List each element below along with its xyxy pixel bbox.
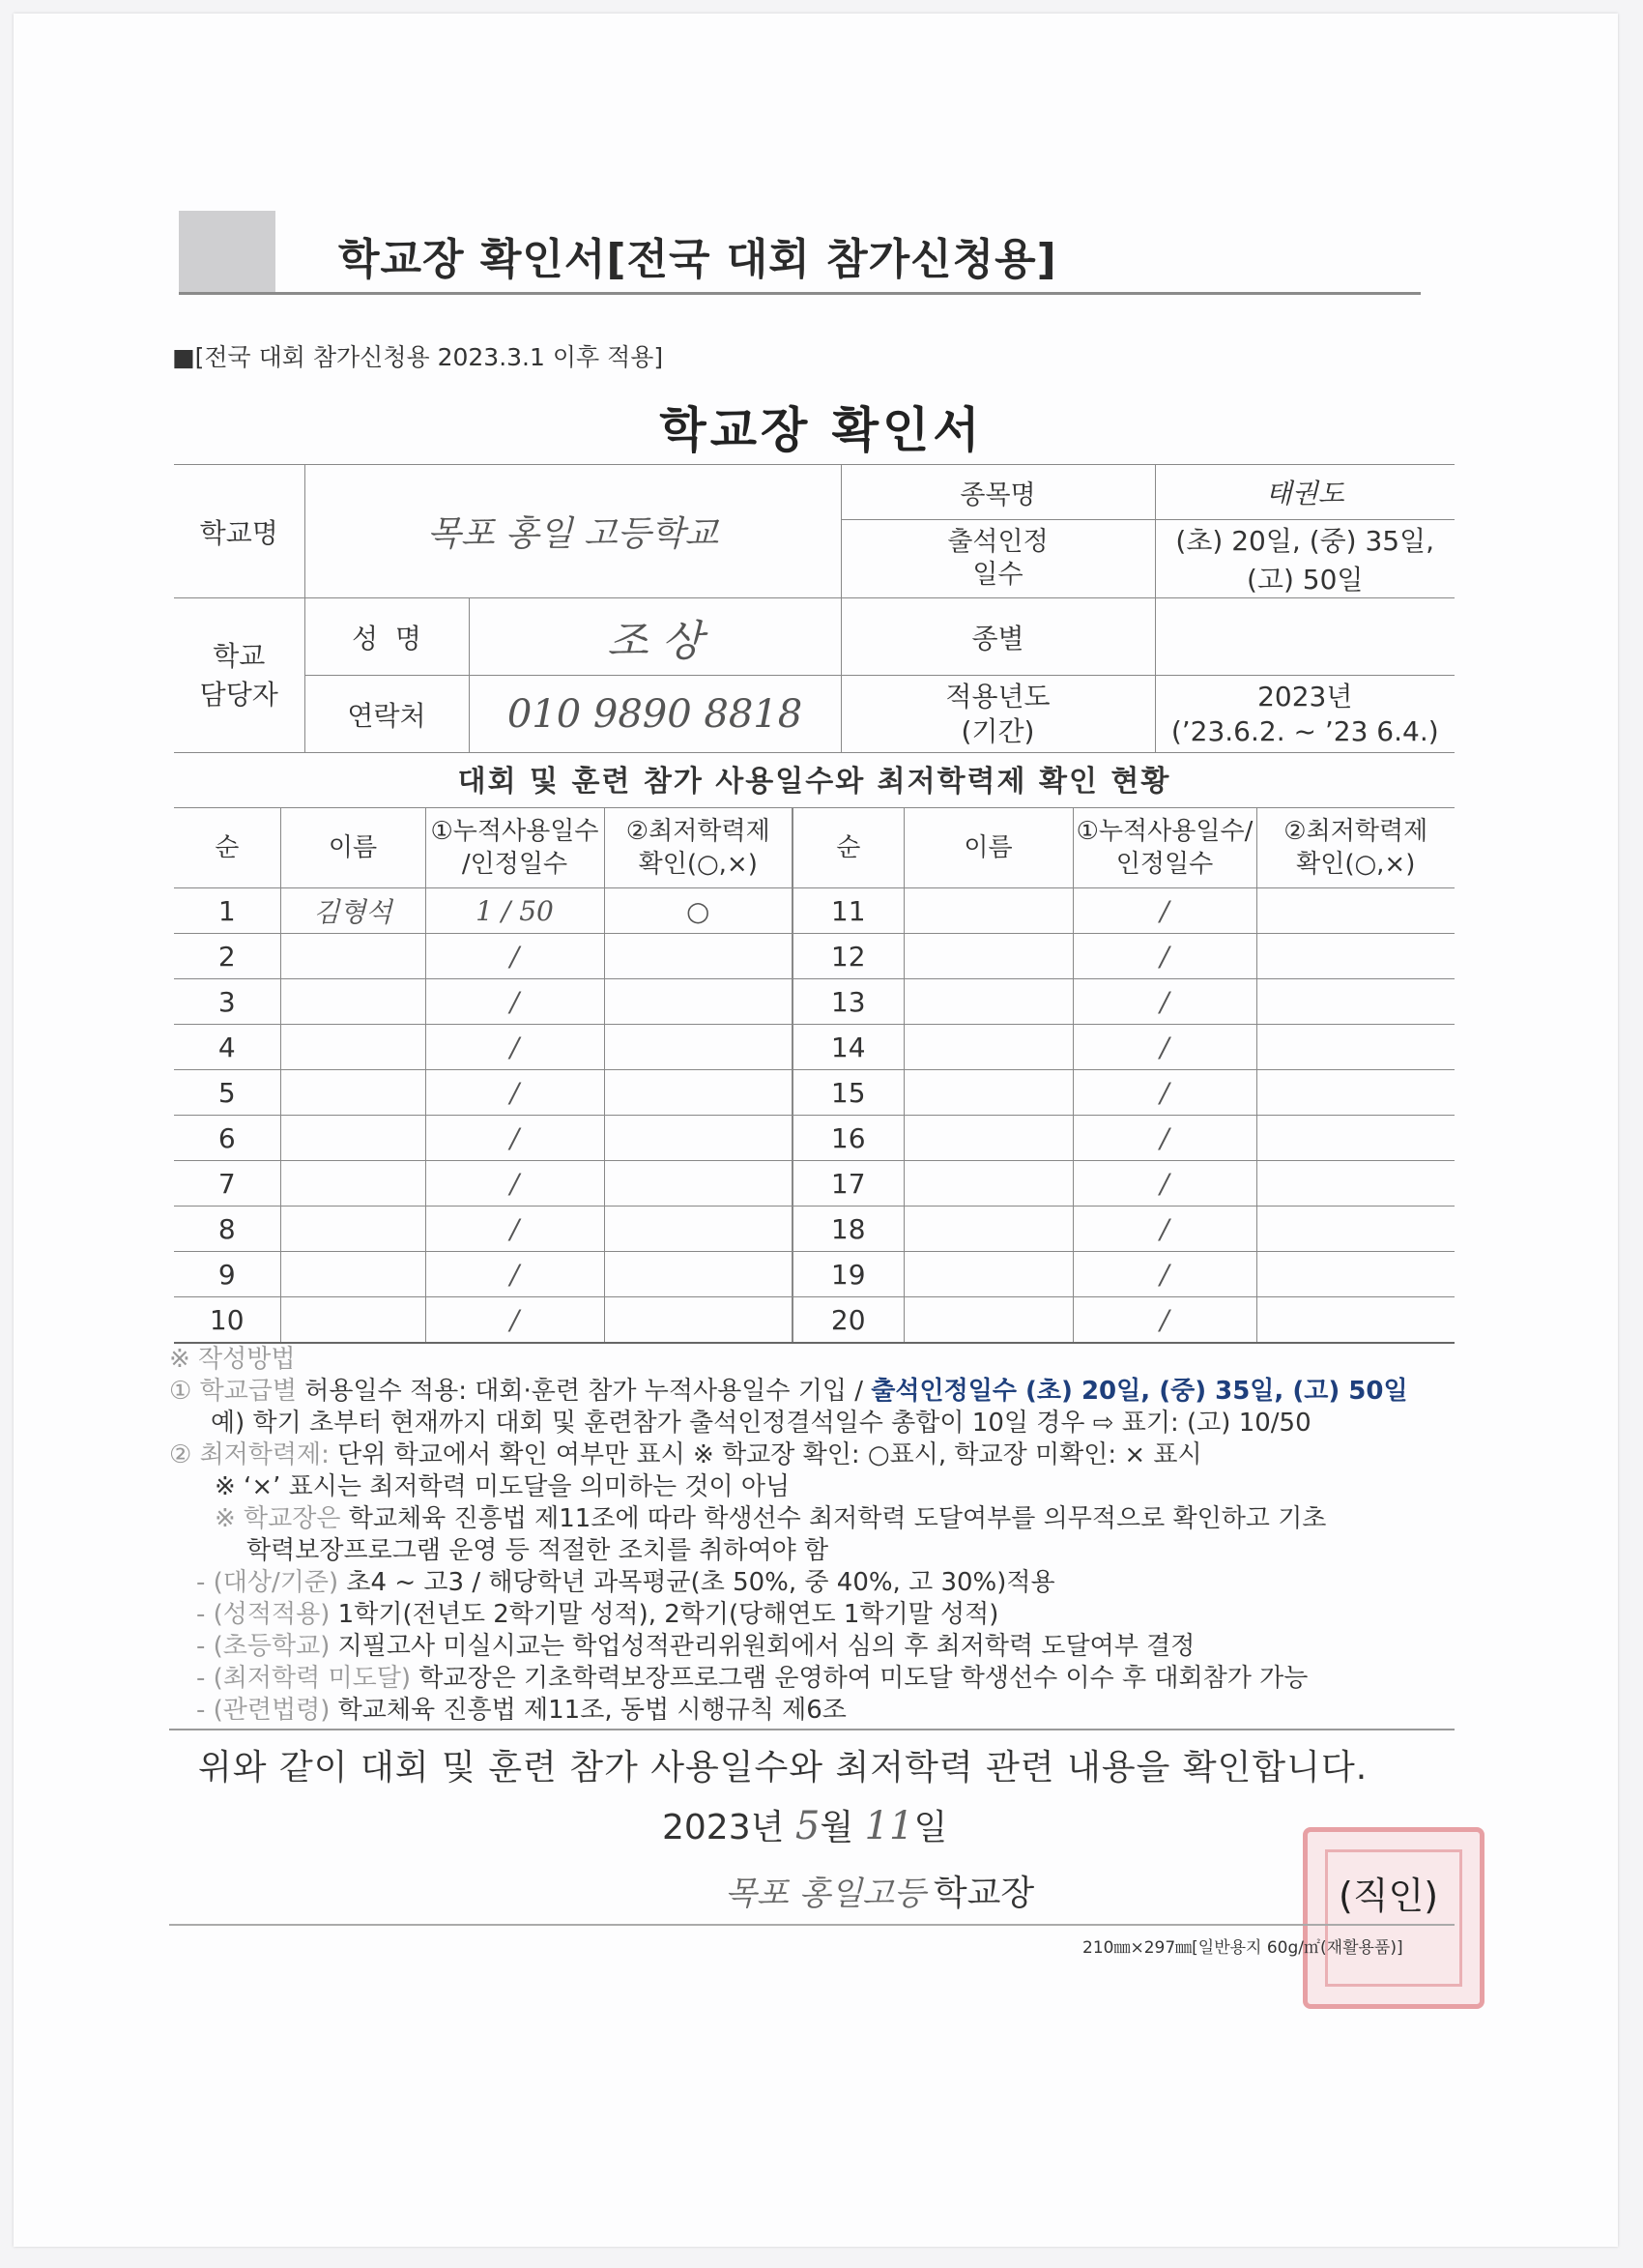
row-check (1256, 888, 1455, 934)
col-days-right: ①누적사용일수/ 인정일수 (1073, 808, 1256, 888)
table-row (174, 1297, 1455, 1344)
event-label: 종목명 (841, 465, 1155, 520)
row-days: / (1073, 1070, 1256, 1116)
instructions (169, 1344, 1464, 1727)
row-check (1256, 934, 1455, 979)
attendance-label: 출석인정 일수 (841, 520, 1155, 598)
row-name (904, 1116, 1073, 1161)
seal-label: (직인) (1339, 1875, 1439, 1917)
row-name (904, 934, 1073, 979)
document-title: 학교장 확인서[전국 대회 참가신청용] (338, 235, 1057, 284)
row-name (904, 979, 1073, 1025)
principal-school-name: 목포 홍일고등 (725, 1875, 926, 1913)
row-days: / (425, 1207, 604, 1252)
row-name (280, 1025, 425, 1070)
year-label: 적용년도 (기간) (841, 676, 1155, 753)
paper-size-note: 210㎜×297㎜[일반용지 60g/㎡(재활용품)] (1082, 1938, 1403, 1958)
table-row (174, 1161, 1455, 1207)
row-days: / (425, 979, 604, 1025)
contact-label: 연락처 (304, 676, 469, 753)
principal-title: 학교장 (933, 1874, 1035, 1913)
footer-line (169, 1924, 1455, 1926)
row-name (904, 888, 1073, 934)
category-value (1155, 598, 1455, 676)
school-name-value: 목포 홍일 고등학교 (304, 465, 841, 598)
row-check (1256, 1207, 1455, 1252)
row-no: 16 (793, 1116, 904, 1161)
row-name (904, 1252, 1073, 1297)
row-days: / (1073, 979, 1256, 1025)
roster-header-row (174, 808, 1455, 888)
note-elementary: - (초등학교) 지필고사 미실시교는 학업성적관리위원회에서 심의 후 최저학력 도달여부 결정 (196, 1632, 1196, 1661)
note-2-sub-1: ※ ‘×’ 표시는 최저학력 미도달을 의미하는 것이 아님 (215, 1472, 791, 1501)
note-1-example: 예) 학기 초부터 현재까지 대회 및 훈련참가 출석인정결석일수 총합이 10일 경우 ⇨ 표기: (고) 10/50 (211, 1409, 1312, 1438)
table-row (174, 1070, 1455, 1116)
contact-value: 010 9890 8818 (469, 676, 841, 753)
signing-date: 2023년 5월 11일 (662, 1804, 948, 1848)
row-name (280, 934, 425, 979)
row-no: 2 (174, 934, 280, 979)
row-check (1256, 1161, 1455, 1207)
row-name (280, 1116, 425, 1161)
row-no: 19 (793, 1252, 904, 1297)
table-row (174, 1207, 1455, 1252)
category-label: 종별 (841, 598, 1155, 676)
name-value: 조 상 (469, 598, 841, 676)
row-no: 18 (793, 1207, 904, 1252)
table-row (174, 1252, 1455, 1297)
row-check (604, 979, 793, 1025)
row-check (604, 1116, 793, 1161)
row-name (280, 979, 425, 1025)
school-name-label: 학교명 (174, 465, 304, 598)
row-name (904, 1161, 1073, 1207)
row-days: / (1073, 1116, 1256, 1161)
note-2-sub-2-cont: 학력보장프로그램 운영 등 적절한 조치를 취하여야 함 (246, 1536, 829, 1565)
col-no-left: 순 (174, 808, 280, 888)
date-month: 5 (794, 1804, 821, 1848)
row-days: / (1073, 888, 1256, 934)
note-2-sub-2: ※ 학교장은 학교체육 진흥법 제11조에 따라 학생선수 최저학력 도달여부를 의무적으로 확인하고 기초 (215, 1504, 1327, 1533)
row-no: 20 (793, 1297, 904, 1344)
title-accent-bar (179, 211, 275, 292)
manager-label: 학교 담당자 (174, 598, 304, 753)
row-name: 김형석 (280, 888, 425, 934)
row-no: 1 (174, 888, 280, 934)
confirmation-statement: 위와 같이 대회 및 훈련 참가 사용일수와 최저학력 관련 내용을 확인합니다. (198, 1748, 1369, 1788)
row-days: / (425, 934, 604, 979)
row-days: / (1073, 1252, 1256, 1297)
row-no: 9 (174, 1252, 280, 1297)
row-check (604, 1252, 793, 1297)
row-no: 3 (174, 979, 280, 1025)
note-not-met: - (최저학력 미도달) 학교장은 기초학력보장프로그램 운영하여 미도달 학생선수 이수 후 대회참가 가능 (196, 1664, 1309, 1693)
note-grades: - (성적적용) 1학기(전년도 2학기말 성적), 2학기(당해연도 1학기말 성적) (196, 1600, 999, 1629)
row-name (280, 1252, 425, 1297)
row-days: / (425, 1116, 604, 1161)
table-row (174, 888, 1455, 934)
row-name (904, 1025, 1073, 1070)
attendance-value: (초) 20일, (중) 35일, (고) 50일 (1155, 520, 1455, 598)
event-value: 태권도 (1155, 465, 1455, 520)
date-day: 11 (864, 1804, 914, 1848)
row-check: ○ (604, 888, 793, 934)
row-days: 1 / 50 (425, 888, 604, 934)
status-section-title: 대회 및 훈련 참가 사용일수와 최저학력제 확인 현황 (457, 765, 1171, 799)
roster-table (174, 807, 1455, 1344)
row-check (1256, 979, 1455, 1025)
applicability-note: ■[전국 대회 참가신청용 2023.3.1 이후 적용] (172, 343, 664, 371)
title-underline (179, 292, 1421, 295)
row-name (280, 1207, 425, 1252)
row-no: 17 (793, 1161, 904, 1207)
row-days: / (425, 1297, 604, 1344)
note-target: - (대상/기준) 초4 ~ 고3 / 해당학년 과목평균(초 50%, 중 40%, 고 30%)적용 (196, 1568, 1055, 1597)
col-no-right: 순 (793, 808, 904, 888)
notes-separator (169, 1729, 1455, 1730)
row-days: / (1073, 1297, 1256, 1344)
form-title: 학교장 확인서 (659, 402, 984, 458)
row-check (1256, 1025, 1455, 1070)
table-row (174, 1025, 1455, 1070)
row-no: 12 (793, 934, 904, 979)
year-value: 2023년 (’23.6.2. ~ ’23 6.4.) (1155, 676, 1455, 753)
row-no: 13 (793, 979, 904, 1025)
row-check (1256, 1252, 1455, 1297)
row-days: / (425, 1161, 604, 1207)
row-days: / (1073, 1207, 1256, 1252)
row-days: / (425, 1252, 604, 1297)
name-label: 성 명 (304, 598, 469, 676)
note-law: - (관련법령) 학교체육 진흥법 제11조, 동법 시행규칙 제6조 (196, 1696, 847, 1725)
row-days: / (1073, 1161, 1256, 1207)
row-check (604, 1207, 793, 1252)
row-days: / (1073, 1025, 1256, 1070)
col-name-left: 이름 (280, 808, 425, 888)
row-name (280, 1070, 425, 1116)
col-name-right: 이름 (904, 808, 1073, 888)
row-check (604, 934, 793, 979)
row-check (1256, 1116, 1455, 1161)
table-row (174, 1116, 1455, 1161)
col-days-left: ①누적사용일수 /인정일수 (425, 808, 604, 888)
row-check (604, 1025, 793, 1070)
row-check (1256, 1070, 1455, 1116)
row-name (280, 1297, 425, 1344)
row-check (604, 1161, 793, 1207)
row-name (904, 1070, 1073, 1116)
row-days: / (1073, 934, 1256, 979)
row-no: 10 (174, 1297, 280, 1344)
row-no: 7 (174, 1161, 280, 1207)
row-name (904, 1297, 1073, 1344)
instructions-heading: ※ 작성방법 (169, 1345, 296, 1374)
row-no: 14 (793, 1025, 904, 1070)
table-row (174, 934, 1455, 979)
info-table (174, 464, 1455, 753)
row-days: / (425, 1025, 604, 1070)
row-no: 6 (174, 1116, 280, 1161)
note-2: ② 최저학력제: 단위 학교에서 확인 여부만 표시 ※ 학교장 확인: ○표시, 학교장 미확인: × 표시 (169, 1440, 1202, 1469)
row-days: / (425, 1070, 604, 1116)
row-no: 15 (793, 1070, 904, 1116)
note-1: ① 학교급별 허용일수 적용: 대회·훈련 참가 누적사용일수 기입 / 출석인정일수 (초) 20일, (중) 35일, (고) 50일 (169, 1377, 1408, 1406)
row-name (280, 1161, 425, 1207)
row-no: 5 (174, 1070, 280, 1116)
row-no: 11 (793, 888, 904, 934)
col-check-right: ②최저학력제 확인(○,×) (1256, 808, 1455, 888)
row-check (1256, 1297, 1455, 1344)
row-check (604, 1070, 793, 1116)
row-no: 4 (174, 1025, 280, 1070)
table-row (174, 979, 1455, 1025)
principal-signature (725, 1866, 1034, 1915)
row-no: 8 (174, 1207, 280, 1252)
row-name (904, 1207, 1073, 1252)
row-check (604, 1297, 793, 1344)
col-check-left: ②최저학력제 확인(○,×) (604, 808, 793, 888)
